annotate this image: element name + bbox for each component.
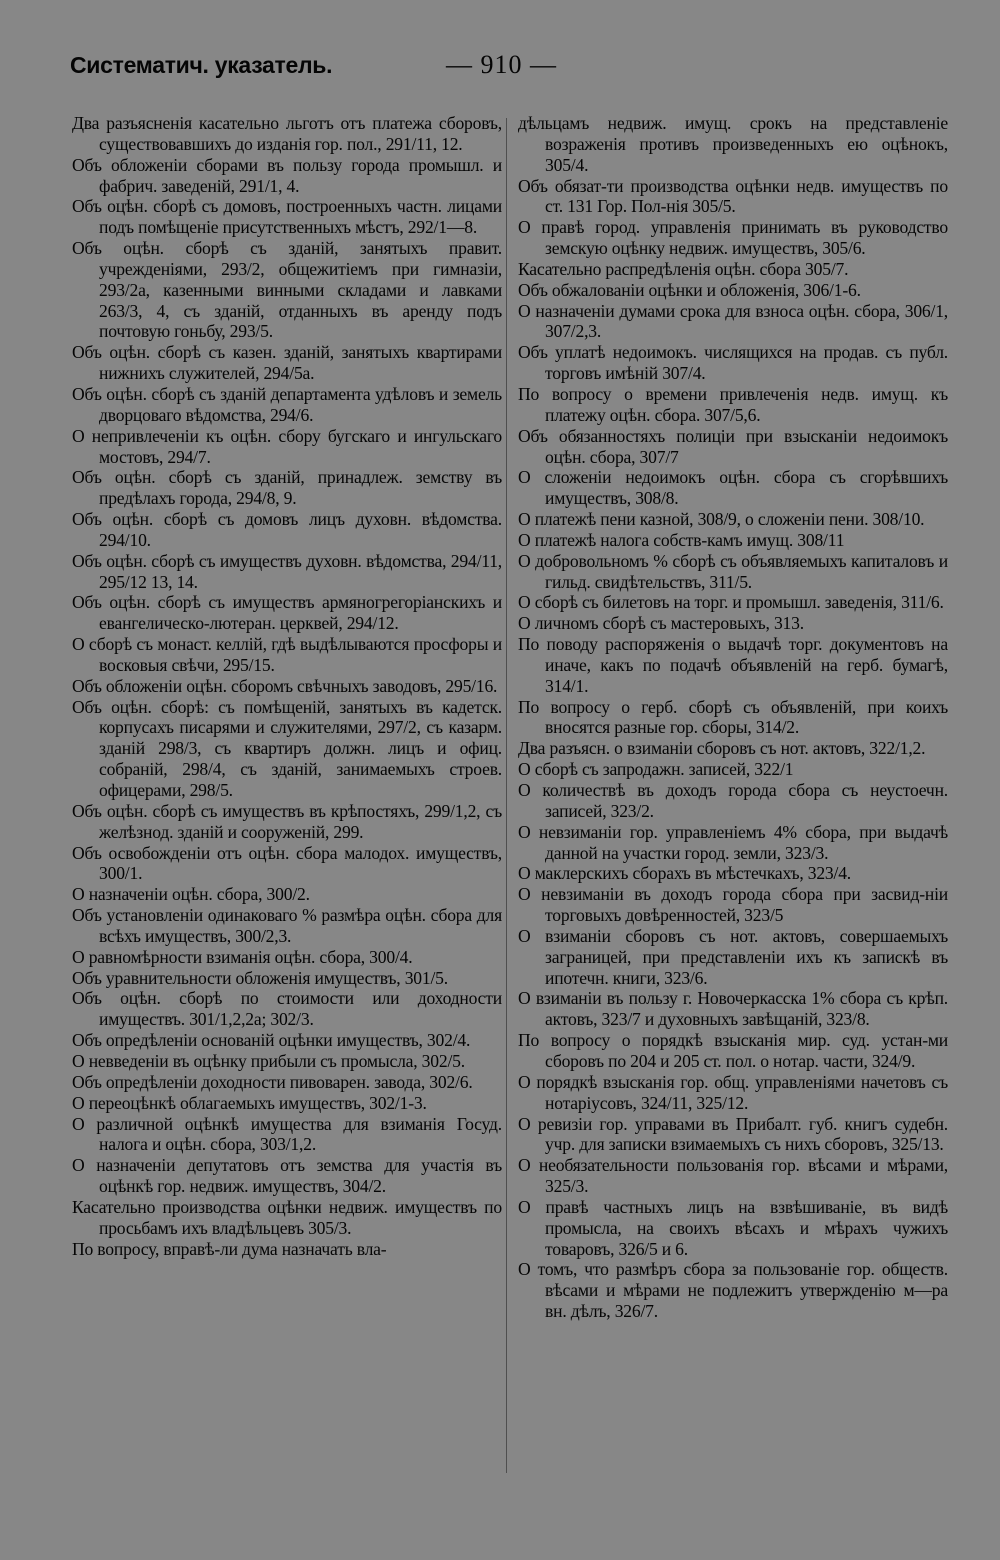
index-entry: Касательно распредѣленія оцѣн. сбора 305/7.: [518, 258, 849, 279]
index-entry: По вопросу о порядкѣ взысканія мир. суд. устан-ми сборовъ по 204 и 205 ст. пол. о нотар. части, 324/9.: [518, 1030, 948, 1071]
index-entry: Объ опредѣленіи доходности пивоварен. завода, 302/6.: [72, 1071, 473, 1092]
index-entry: О ревизіи гор. управами въ Прибалт. губ. книгъ судебн. учр. для записки взимаемыхъ съ нихъ сборовъ, 325/13.: [518, 1113, 948, 1155]
left-column: [72, 113, 502, 1259]
index-entry: Объ оцѣн. сборѣ съ имуществъ въ крѣпостяхъ, 299/1,2, съ желѣзнод. зданій и сооруженій, 299.: [72, 800, 502, 842]
index-entry: Объ оцѣн. сборѣ по стоимости или доходности имуществъ. 301/1,2,2а; 302/3.: [72, 988, 502, 1030]
index-entry: Объ оцѣн. сборѣ съ казен. зданій, занятыхъ квартирами нижнихъ служителей, 294/5а.: [72, 342, 502, 384]
index-entry: Объ обжалованіи оцѣнки и обложенія, 306/1-6.: [518, 279, 861, 300]
index-entry: О необязательности пользованія гор. вѣсами и мѣрами, 325/3.: [518, 1155, 948, 1197]
index-entry: О личномъ сборѣ съ мастеровыхъ, 313.: [518, 613, 804, 634]
column-divider: [506, 118, 507, 1473]
index-entry: Объ обложеніи оцѣн. сборомъ свѣчныхъ заводовъ, 295/16.: [72, 675, 498, 696]
index-entry: Объ обложеніи сборами въ пользу города промышл. и фабрич. заведеній, 291/1, 4.: [72, 154, 502, 196]
index-entry: О правѣ частныхъ лицъ на взвѣшиваніе, въ видѣ промысла, на своихъ вѣсахъ и мѣрахъ чужихъ товаровъ, 326/5 и 6.: [518, 1196, 948, 1259]
index-entry: Объ освобожденіи отъ оцѣн. сбора малодох. имуществъ, 300/1.: [72, 842, 502, 884]
index-entry: О невзиманіи въ доходъ города сбора при засвид-ніи торговыхъ довѣренностей, 323/5: [518, 884, 948, 926]
index-entry: О взиманіи въ пользу г. Новочеркасска 1% сбора съ крѣп. актовъ, 323/7 и духовныхъ завѣщаній, 323/8.: [518, 988, 948, 1030]
index-entry: О сложеніи недоимокъ оцѣн. сбора съ сгорѣвшихъ имуществъ, 308/8.: [518, 467, 948, 509]
index-entry: Объ обязат-ти производства оцѣнки недв. имуществъ по ст. 131 Гор. Пол-нія 305/5.: [518, 175, 948, 217]
index-entry: Объ уравнительности обложенія имуществъ, 301/5.: [72, 967, 448, 988]
index-entry: О назначеніи думами срока для взноса оцѣн. сбора, 306/1, 307/2,3.: [518, 300, 948, 342]
index-entry: О назначеніи депутатовъ отъ земства для участія въ оцѣнкѣ гор. недвиж. имуществъ, 304/2.: [72, 1155, 502, 1197]
index-entry: О платежѣ налога собств-камъ имущ. 308/11: [518, 529, 845, 550]
index-entry: Два разъясн. о взиманіи сборовъ съ нот. актовъ, 322/1,2.: [518, 738, 926, 759]
index-entry: Объ оцѣн. сборѣ съ имуществъ армяногрегоріанскихъ и евангелическо-лютеран. церквей, 294/12.: [72, 592, 502, 634]
index-entry: О томъ, что размѣръ сбора за пользованіе гор. обществ. вѣсами и мѣрами не подлежитъ утвержденію м—ра вн. дѣлъ, 326/7.: [518, 1259, 948, 1322]
index-entry: О невведеніи въ оцѣнку прибыли съ промысла, 302/5.: [72, 1050, 465, 1071]
page-number: — 910 —: [446, 50, 557, 79]
index-entry: О порядкѣ взысканія гор. общ. управленіями начетовъ съ нотаріусовъ, 324/11, 325/12.: [518, 1071, 948, 1113]
index-entry: дѣльцамъ недвиж. имущ. срокъ на представленіе возраженія противъ произведенныхъ ею оцѣнокъ, 305/4.: [518, 113, 948, 175]
index-entry: О сборѣ съ запродажн. записей, 322/1: [518, 759, 794, 780]
index-entry: О назначеніи оцѣн. сбора, 300/2.: [72, 884, 310, 905]
index-entry: О сборѣ съ монаст. келлій, гдѣ выдѣлываются просфоры и восковыя свѣчи, 295/15.: [72, 634, 502, 675]
index-entry: О равномѣрности взиманія оцѣн. сбора, 300/4.: [72, 946, 413, 967]
index-entry: По вопросу, вправѣ-ли дума назначать вла-: [72, 1238, 387, 1259]
index-entry: О невзиманіи гор. управленіемъ 4% сбора, при выдачѣ данной на участки город. земли, 323/3.: [518, 821, 948, 863]
index-entry: О количествѣ въ доходъ города сбора съ неустоечн. записей, 323/2.: [518, 780, 948, 821]
index-entry: О маклерскихъ сборахъ въ мѣстечкахъ, 323/4.: [518, 863, 852, 884]
index-entry: Объ оцѣн. сборѣ съ зданій департамента удѣловъ и земель дворцоваго вѣдомства, 294/6.: [72, 383, 502, 425]
index-entry: Объ обязанностяхъ полиціи при взысканіи недоимокъ оцѣн. сбора, 307/7: [518, 425, 948, 467]
right-column: [518, 113, 948, 1322]
index-entry: О взиманіи сборовъ съ нот. актовъ, совершаемыхъ заграницей, при представленіи ихъ къ запискѣ въ ипотечн. книги, 323/6.: [518, 925, 948, 988]
index-entry: Объ оцѣн. сборѣ съ зданій, принадлеж. земству въ предѣлахъ города, 294/8, 9.: [72, 467, 502, 509]
running-header-title: Систематич. указатель.: [70, 52, 333, 78]
index-entry: О платежѣ пени казной, 308/9, о сложеніи пени. 308/10.: [518, 509, 925, 530]
index-entry: О различной оцѣнкѣ имущества для взиманія Госуд. налога и оцѣн. сбора, 303/1,2.: [72, 1113, 502, 1155]
index-entry: Касательно производства оцѣнки недвиж. имуществъ по просьбамъ ихъ владѣльцевъ 305/3.: [72, 1196, 502, 1238]
index-entry: Объ оцѣн. сборѣ съ домовъ лицъ духовн. вѣдомства. 294/10.: [72, 509, 502, 550]
index-entry: Объ оцѣн. сборѣ съ домовъ, построенныхъ частн. лицами подъ помѣщеніе присутственныхъ мѣстъ, 292/1—8.: [72, 196, 502, 238]
index-entry: По вопросу о герб. сборѣ съ объявленій, при коихъ вносятся разные гор. сборы, 314/2.: [518, 696, 948, 738]
index-entry: Объ опредѣленіи основаній оцѣнки имуществъ, 302/4.: [72, 1030, 471, 1051]
index-entry: О правѣ город. управленія принимать въ руководство земскую оцѣнку недвиж. имуществъ, 305/6.: [518, 217, 948, 259]
index-entry: О переоцѣнкѣ облагаемыхъ имуществъ, 302/1-3.: [72, 1092, 427, 1113]
index-entry: Объ оцѣн. сборѣ съ имуществъ духовн. вѣдомства, 294/11, 295/12 13, 14.: [72, 550, 502, 592]
index-entry: Два разъясненія касательно льготъ отъ платежа сборовъ, существовавшихъ до изданія гор. пол., 291/11, 12.: [72, 113, 502, 154]
index-entry: Объ установленіи одинаковаго % размѣра оцѣн. сбора для всѣхъ имуществъ, 300/2,3.: [72, 905, 502, 946]
index-entry: О непривлеченіи къ оцѣн. сбору бугскаго и ингульскаго мостовъ, 294/7.: [72, 425, 502, 467]
index-entry: О добровольномъ % сборѣ съ объявляемыхъ капиталовъ и гильд. свидѣтельствъ, 311/5.: [518, 550, 948, 592]
index-entry: Объ оцѣн. сборѣ: съ помѣщеній, занятыхъ въ кадетск. корпусахъ писарями и служителями, 297/2, съ казарм. зданій 298/3, съ квартиръ должн. лицъ и офиц. собраній, 298/4, съ зданій, занимаемыхъ строев. офицерами, 298/5.: [72, 696, 502, 800]
index-entry: По вопросу о времени привлеченія недв. имущ. къ платежу оцѣн. сбора. 307/5,6.: [518, 383, 948, 425]
index-entry: Объ уплатѣ недоимокъ. числящихся на продав. съ публ. торговъ имѣній 307/4.: [518, 342, 948, 384]
index-entry: О сборѣ съ билетовъ на торг. и промышл. заведенія, 311/6.: [518, 592, 944, 613]
index-entry: По поводу распоряженія о выдачѣ торг. документовъ на иначе, какъ по подачѣ объявленій на герб. бумагѣ, 314/1.: [518, 634, 948, 696]
index-entry: Объ оцѣн. сборѣ съ зданій, занятыхъ правит. учрежденіями, 293/2, общежитіемъ при гимназіи, 293/2а, казенными винными складами и лавками 263/3, 4, съ зданій, отданныхъ въ аренду подъ почтовую гоньбу, 293/5.: [72, 238, 502, 342]
